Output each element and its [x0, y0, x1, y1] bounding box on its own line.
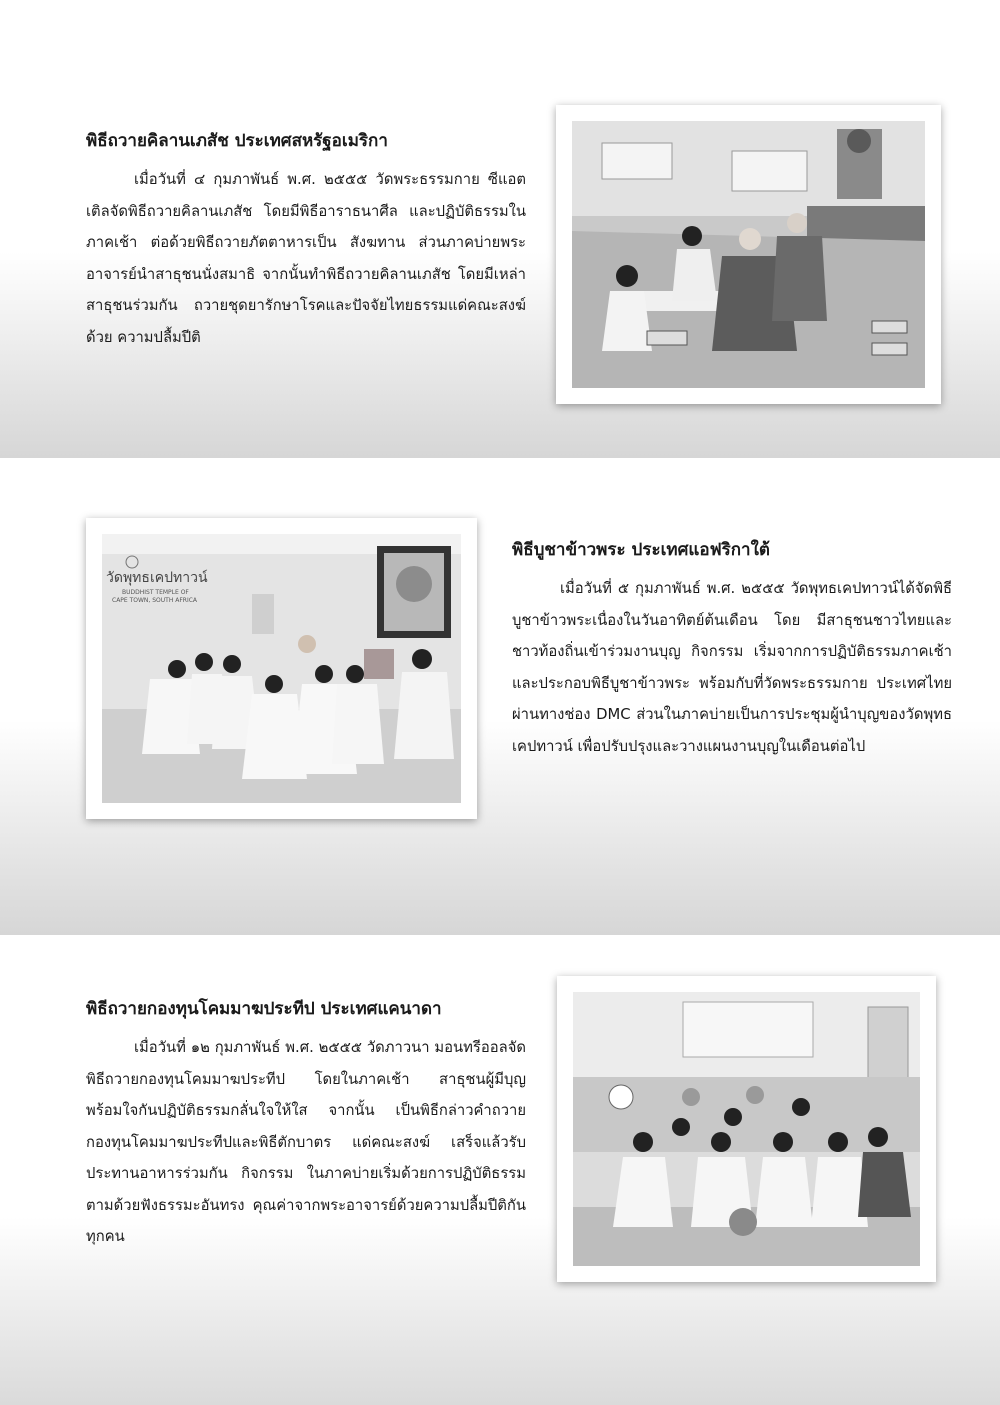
article-usa — [86, 128, 526, 353]
temple-sign-thai: วัดพุทธเคปทาวน์ — [106, 570, 208, 586]
article-body: เมื่อวันที่ ๔ กุมภาพันธ์ พ.ศ. ๒๕๕๕ วัดพระธรรมกาย ซีแอตเติลจัดพิธีถวายคิลานเภสัช โดยมีพิธีอาราธนาศีล และปฏิบัติธรรมในภาคเช้า ต่อด้วยพิธีถวายภัตตาหารเป็น สังฆทาน ส่วนภาคบ่ายพระอาจารย์นำสาธุชนนั่งสมาธิ จากนั้นทำพิธีถวายคิลานเภสัช โดยมีเหล่าสาธุชนร่วมกัน ถวายชุดยารักษาโรคและปัจจัยไทยธรรมแด่คณะสงฆ์ด้วย ความปลื้มปีติ — [86, 171, 526, 346]
article-body: เมื่อวันที่ ๑๒ กุมภาพันธ์ พ.ศ. ๒๕๕๕ วัดภาวนา มอนทรีออลจัดพิธีถวายกองทุนโคมมาฆประทีป โดยในภาคเช้า สาธุชนผู้มีบุญพร้อมใจกันปฏิบัติธรรมกลั่นใจให้ใส จากนั้น เป็นพิธีกล่าวคำถวายกองทุนโคมมาฆประทีปและพิธีตักบาตร แด่คณะสงฆ์ เสร็จแล้วรับประทานอาหารร่วมกัน กิจกรรม ในภาคบ่ายเริ่มด้วยการปฏิบัติธรรม ตามด้วยฟังธรรมะอันทรง คุณค่าจากพระอาจารย์ด้วยความปลื้มปีติกันทุกคน — [86, 1039, 526, 1245]
article-title: พิธีบูชาข้าวพระ ประเทศแอฟริกาใต้ — [512, 540, 770, 560]
temple-sign-line1: BUDDHIST TEMPLE OF — [122, 589, 189, 596]
article-south-africa — [512, 537, 952, 762]
article-body: เมื่อวันที่ ๕ กุมภาพันธ์ พ.ศ. ๒๕๕๕ วัดพุทธเคปทาวน์ได้จัดพิธีบูชาข้าวพระเนื่องในวันอาทิตย์ต้นเดือน โดย มีสาธุชนชาวไทยและชาวท้องถิ่นเข้าร่วมงานบุญ กิจกรรม เริ่มจากการปฏิบัติธรรมภาคเช้า และประกอบพิธีบูชาข้าวพระ พร้อมกับที่วัดพระธรรมกาย ประเทศไทย ผ่านทางช่อง DMC ส่วนในภาคบ่ายเป็นการประชุมผู้นำบุญของวัดพุทธเคปทาวน์ เพื่อปรับปรุงและวางแผนงานบุญในเดือนต่อไป — [512, 580, 952, 755]
article-canada — [86, 996, 526, 1253]
photo-canada-group — [557, 976, 936, 1282]
article-title: พิธีถวายกองทุนโคมมาฆประทีป ประเทศแคนาดา — [86, 999, 442, 1019]
photo-south-africa-group — [86, 518, 477, 819]
temple-sign-line2: CAPE TOWN, SOUTH AFRICA — [112, 597, 198, 604]
article-title: พิธีถวายคิลานเภสัช ประเทศสหรัฐอเมริกา — [86, 131, 388, 151]
photo-usa-ceremony — [556, 105, 941, 404]
